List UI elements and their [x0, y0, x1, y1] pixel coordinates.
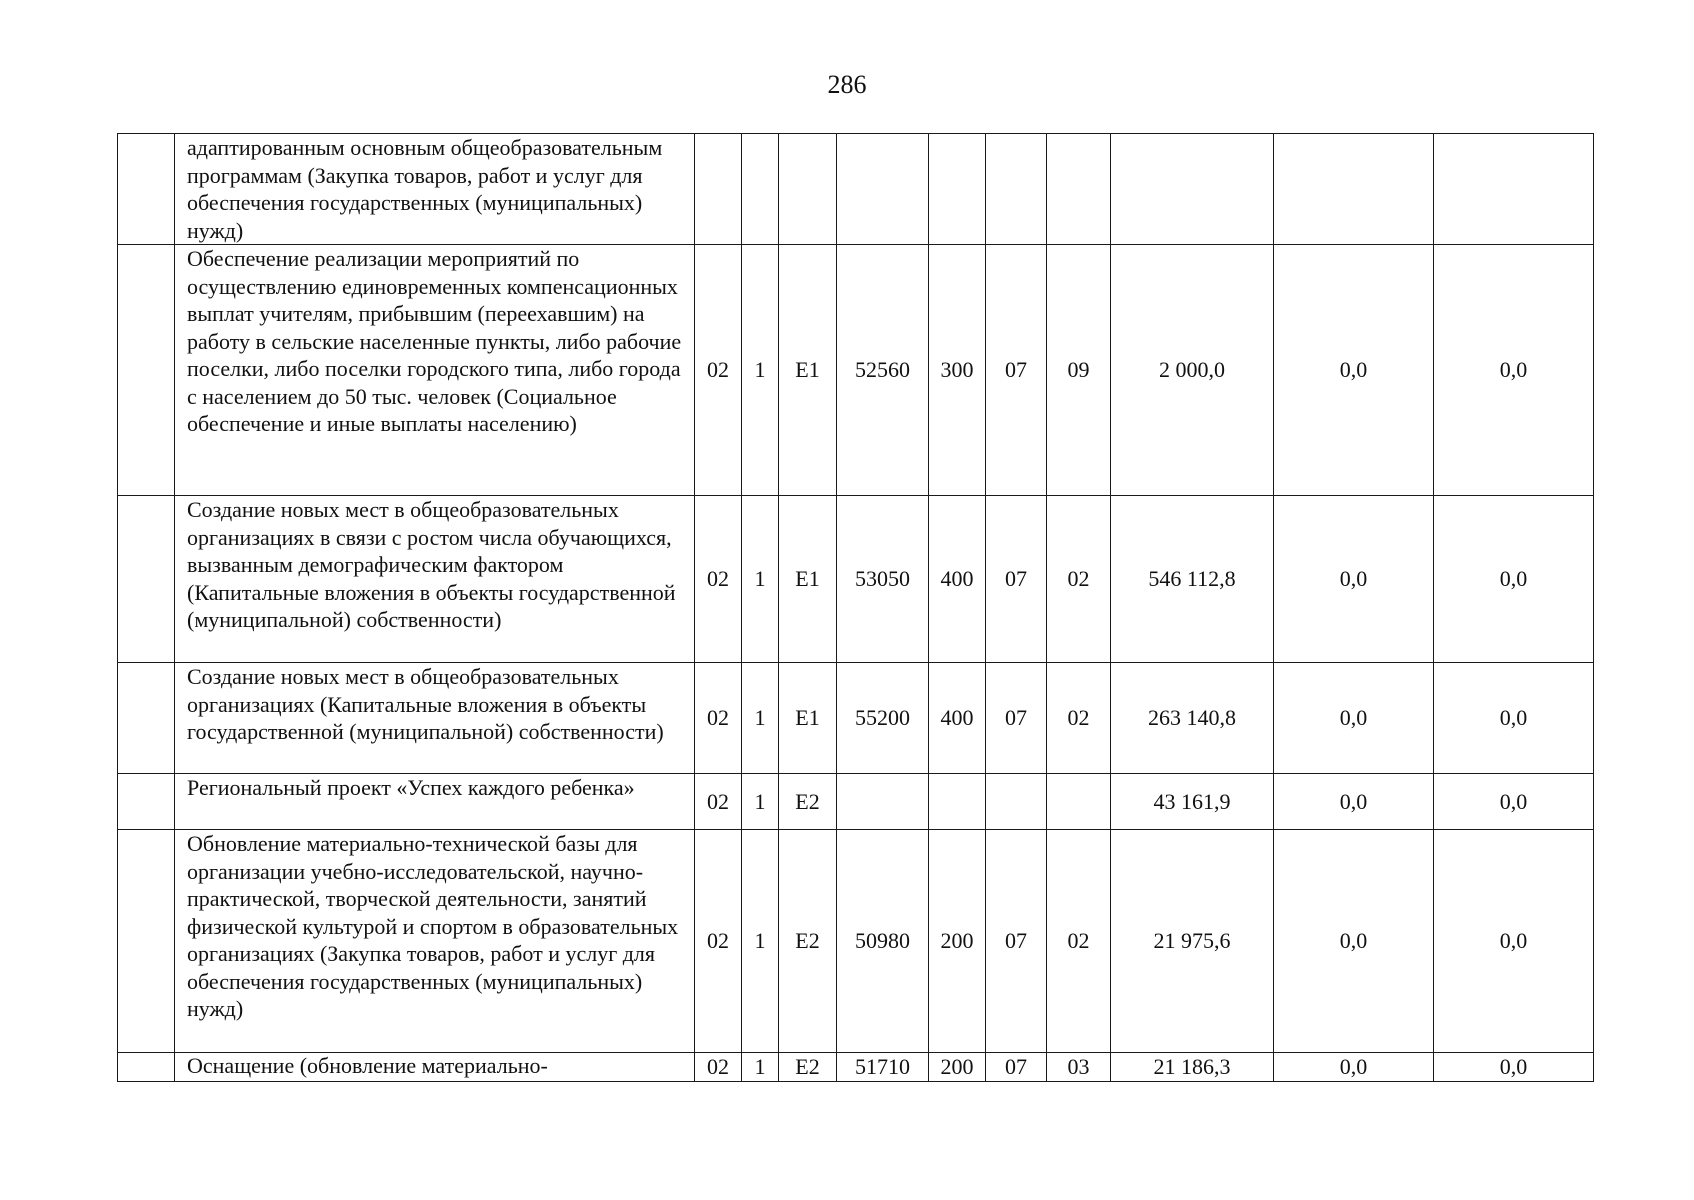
row-number-cell	[118, 245, 175, 496]
code-cell: 02	[1047, 830, 1111, 1053]
code-cell: Е2	[779, 830, 837, 1053]
amount-cell: 263 140,8	[1111, 663, 1274, 774]
amount-cell: 0,0	[1434, 245, 1594, 496]
code-cell: 07	[986, 663, 1047, 774]
item-name-cell: Региональный проект «Успех каждого ребенка»	[175, 774, 695, 830]
code-cell: 51710	[837, 1053, 929, 1082]
code-cell: Е1	[779, 245, 837, 496]
row-number-cell	[118, 774, 175, 830]
amount-cell	[1274, 134, 1434, 245]
amount-cell: 0,0	[1434, 830, 1594, 1053]
code-cell: 400	[929, 496, 986, 663]
table-row	[118, 134, 1594, 245]
code-cell	[986, 134, 1047, 245]
item-name-cell: адаптированным основным общеобразовательным программам (Закупка товаров, работ и услуг для обеспечения государственных (муниципальных) нужд)	[175, 134, 695, 245]
code-cell	[1047, 774, 1111, 830]
amount-cell: 546 112,8	[1111, 496, 1274, 663]
row-number-cell	[118, 663, 175, 774]
code-cell: 07	[986, 496, 1047, 663]
amount-cell: 0,0	[1274, 1053, 1434, 1082]
code-cell: 200	[929, 1053, 986, 1082]
row-number-cell	[118, 496, 175, 663]
table-row	[118, 774, 1594, 830]
item-name-cell: Обновление материально-технической базы для организации учебно-исследовательской, научно-практической, творческой деятельности, занятий физической культурой и спортом в образовательных организациях (Закупка товаров, работ и услуг для обеспечения государственных (муниципальных) нужд)	[175, 830, 695, 1053]
amount-cell: 43 161,9	[1111, 774, 1274, 830]
amount-cell: 2 000,0	[1111, 245, 1274, 496]
amount-cell: 0,0	[1434, 663, 1594, 774]
amount-cell: 0,0	[1434, 496, 1594, 663]
code-cell: Е1	[779, 496, 837, 663]
code-cell: Е1	[779, 663, 837, 774]
code-cell: 02	[695, 1053, 742, 1082]
code-cell: 02	[695, 830, 742, 1053]
table-row	[118, 830, 1594, 1053]
code-cell: 1	[742, 245, 779, 496]
code-cell: 02	[1047, 496, 1111, 663]
code-cell: 02	[695, 496, 742, 663]
amount-cell: 0,0	[1274, 245, 1434, 496]
code-cell: 1	[742, 774, 779, 830]
code-cell	[929, 774, 986, 830]
code-cell: Е2	[779, 774, 837, 830]
budget-table	[117, 133, 1594, 1082]
amount-cell: 0,0	[1274, 774, 1434, 830]
code-cell: 07	[986, 245, 1047, 496]
code-cell: 02	[695, 245, 742, 496]
item-name-cell: Создание новых мест в общеобразовательных организациях (Капитальные вложения в объекты государственной (муниципальной) собственности)	[175, 663, 695, 774]
item-name-cell: Оснащение (обновление материально-	[175, 1053, 695, 1082]
amount-cell: 0,0	[1274, 830, 1434, 1053]
amount-cell: 21 975,6	[1111, 830, 1274, 1053]
amount-cell: 0,0	[1274, 663, 1434, 774]
code-cell: 55200	[837, 663, 929, 774]
code-cell	[986, 774, 1047, 830]
code-cell: 07	[986, 830, 1047, 1053]
code-cell: 1	[742, 830, 779, 1053]
code-cell: 52560	[837, 245, 929, 496]
code-cell: 09	[1047, 245, 1111, 496]
code-cell: 1	[742, 663, 779, 774]
code-cell: 1	[742, 496, 779, 663]
code-cell	[1047, 134, 1111, 245]
code-cell: 200	[929, 830, 986, 1053]
code-cell: 02	[695, 663, 742, 774]
amount-cell: 21 186,3	[1111, 1053, 1274, 1082]
table-row	[118, 245, 1594, 496]
table-row	[118, 496, 1594, 663]
code-cell	[695, 134, 742, 245]
row-number-cell	[118, 830, 175, 1053]
table-row	[118, 663, 1594, 774]
code-cell	[837, 774, 929, 830]
code-cell	[779, 134, 837, 245]
code-cell: 1	[742, 1053, 779, 1082]
amount-cell	[1434, 134, 1594, 245]
code-cell: 50980	[837, 830, 929, 1053]
row-number-cell	[118, 134, 175, 245]
code-cell	[742, 134, 779, 245]
row-number-cell	[118, 1053, 175, 1082]
code-cell: 400	[929, 663, 986, 774]
amount-cell: 0,0	[1434, 774, 1594, 830]
code-cell: 02	[1047, 663, 1111, 774]
code-cell: 02	[695, 774, 742, 830]
code-cell	[929, 134, 986, 245]
page-number: 286	[827, 70, 867, 99]
item-name-cell: Обеспечение реализации мероприятий по осуществлению единовременных компенсационных выплат учителям, прибывшим (переехавшим) на работу в сельские населенные пункты, либо рабочие поселки, либо поселки городского типа, либо города с населением до 50 тыс. человек (Социальное обеспечение и иные выплаты населению)	[175, 245, 695, 496]
code-cell: 07	[986, 1053, 1047, 1082]
code-cell	[837, 134, 929, 245]
code-cell: 03	[1047, 1053, 1111, 1082]
item-name-cell: Создание новых мест в общеобразовательных организациях в связи с ростом числа обучающихся, вызванным демографическим фактором (Капитальные вложения в объекты государственной (муниципальной) собственности)	[175, 496, 695, 663]
code-cell: Е2	[779, 1053, 837, 1082]
code-cell: 300	[929, 245, 986, 496]
amount-cell: 0,0	[1434, 1053, 1594, 1082]
code-cell: 53050	[837, 496, 929, 663]
amount-cell: 0,0	[1274, 496, 1434, 663]
table-row	[118, 1053, 1594, 1082]
amount-cell	[1111, 134, 1274, 245]
